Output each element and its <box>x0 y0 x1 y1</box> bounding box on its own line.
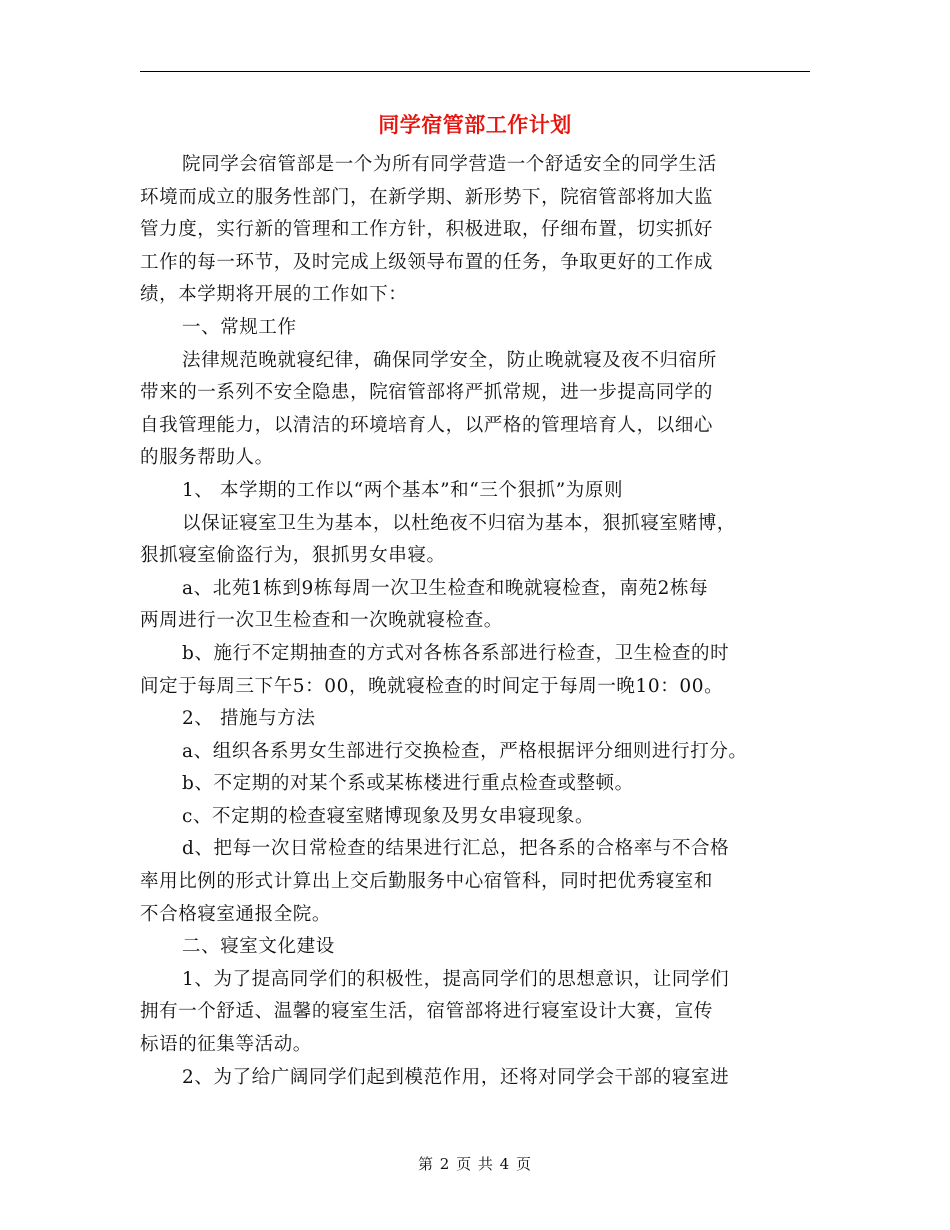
list-item: 2、为了给广阔同学们起到模范作用，还将对同学会干部的寝室进 <box>182 1066 730 1088</box>
document-body <box>140 149 830 1094</box>
text-line: 法律规范晚就寝纪律，确保同学安全，防止晚就寝及夜不归宿所 <box>182 349 717 371</box>
text-line: 的服务帮助人。 <box>140 447 274 469</box>
list-item: b、不定期的对某个系或某栋楼进行重点检查或整顿。 <box>182 773 634 795</box>
text-line: 院同学会宿管部是一个为所有同学营造一个舒适安全的同学生活 <box>182 154 717 175</box>
list-item: c、不定期的检查寝室赌博现象及男女串寝现象。 <box>182 805 595 827</box>
subsection-heading: 1、 本学期的工作以“两个基本”和“三个狠抓”为原则 <box>182 479 624 501</box>
list-item: d、把每一次日常检查的结果进行汇总，把各系的合格率与不合格 <box>182 838 730 860</box>
header-rule <box>140 71 810 72</box>
section-heading: 二、寝室文化建设 <box>182 936 335 958</box>
list-item: a、组织各系男女生部进行交换检查，严格根据评分细则进行打分。 <box>182 740 748 762</box>
text-line: 带来的一系列不安全隐患，院宿管部将严抓常规，进一步提高同学的 <box>140 382 714 404</box>
text-line: 标语的征集等活动。 <box>140 1034 312 1056</box>
text-line: 狠抓寝室偷盗行为，狠抓男女串寝。 <box>140 545 446 567</box>
text-line: 率用比例的形式计算出上交后勤服务中心宿管科，同时把优秀寝室和 <box>140 871 714 893</box>
text-line: 工作的每一环节，及时完成上级领导布置的任务，争取更好的工作成 <box>140 251 714 273</box>
list-item: 1、为了提高同学们的积极性，提高同学们的思想意识，让同学们 <box>182 968 730 990</box>
text-line: 拥有一个舒适、温馨的寝室生活，宿管部将进行寝室设计大赛，宣传 <box>140 1001 714 1023</box>
list-item: a、北苑1栋到9栋每周一次卫生检查和晚就寝检查，南苑2栋每 <box>182 577 709 599</box>
text-line: 自我管理能力，以清洁的环境培育人，以严格的管理培育人，以细心 <box>140 414 714 436</box>
text-line: 间定于每周三下午5：00，晚就寝检查的时间定于每周一晚10：00。 <box>140 675 724 697</box>
section-heading: 一、常规工作 <box>182 316 297 338</box>
text-line: 管力度，实行新的管理和工作方针，积极进取，仔细布置，切实抓好 <box>140 219 714 241</box>
text-line: 绩，本学期将开展的工作如下： <box>140 284 408 306</box>
text-line: 两周进行一次卫生检查和一次晚就寝检查。 <box>140 610 503 632</box>
text-line: 以保证寝室卫生为基本，以杜绝夜不归宿为基本，狠抓寝室赌博， <box>182 512 736 534</box>
document-title: 同学宿管部工作计划 <box>378 112 572 137</box>
list-item: b、施行不定期抽查的方式对各栋各系部进行检查，卫生检查的时 <box>182 642 730 664</box>
text-line: 不合格寝室通报全院。 <box>140 903 332 925</box>
text-line: 环境而成立的服务性部门，在新学期、新形势下，院宿管部将加大监 <box>140 186 714 208</box>
page-footer: 第 2 页 共 4 页 <box>418 1155 532 1173</box>
subsection-heading: 2、 措施与方法 <box>182 708 316 730</box>
